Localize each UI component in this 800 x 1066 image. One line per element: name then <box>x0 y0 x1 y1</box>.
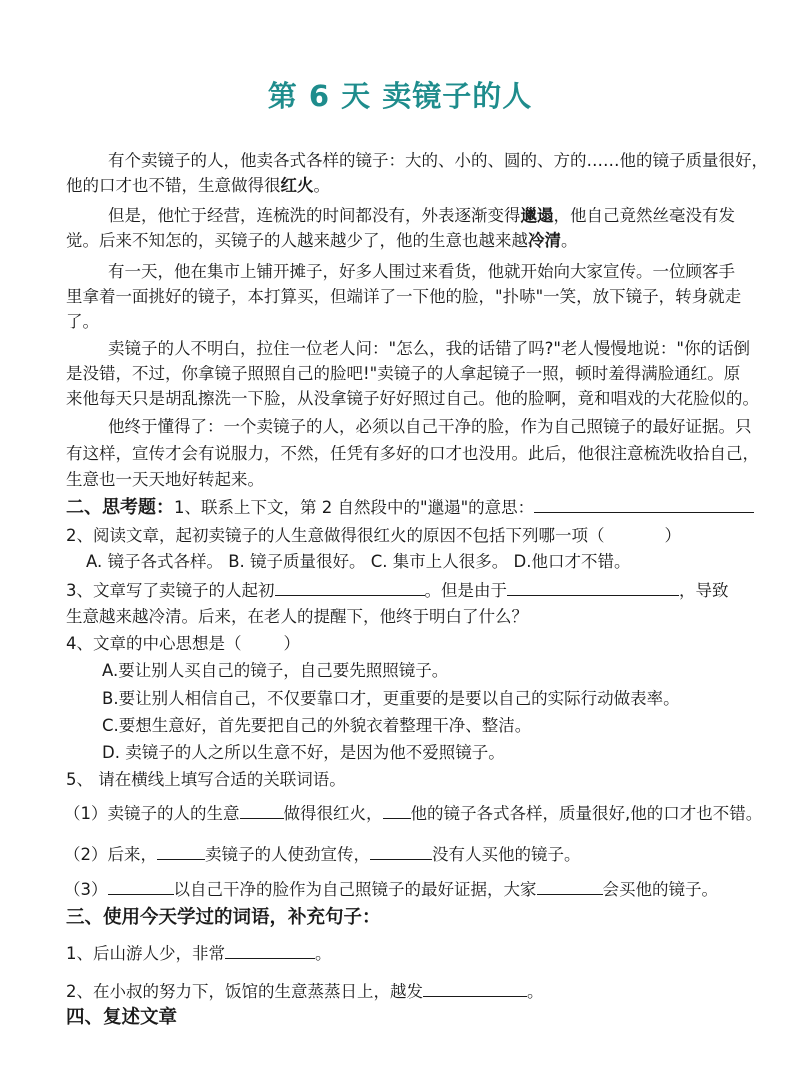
section2-q1-line: 二、思考题：1、联系上下文，第 2 自然段中的"邋遢"的意思： <box>66 493 754 519</box>
q1-answer-blank[interactable] <box>534 496 754 513</box>
q5-2-blank-2[interactable] <box>370 843 432 860</box>
section2-q4: 4、文章的中心思想是（ ） <box>66 634 300 653</box>
story-p4-line1: 卖镜子的人不明白，拉住一位老人问："怎么，我的话错了吗?"老人慢慢地说："你的话倒 <box>108 339 751 358</box>
story-p3-line3: 了。 <box>66 312 99 331</box>
section3-sentence-1: 1、后山游人少，非常 。 <box>66 944 332 963</box>
section2-q3-line2: 生意越来越冷清。后来，在老人的提醒下，他终于明白了什么？ <box>66 607 528 626</box>
story-p1-line2: 他的口才也不错，生意做得很红火。 <box>66 176 330 195</box>
keyword-honghuo: 红火 <box>280 176 314 195</box>
story-p2-line2: 觉。后来不知怎的，买镜子的人越来越少了，他的生意也越来越冷清。 <box>66 231 578 250</box>
q3-blank-1[interactable] <box>275 579 425 596</box>
section4-heading: 四、复述文章 <box>66 1007 178 1028</box>
q3-blank-2[interactable] <box>507 579 679 596</box>
section3-sentence-2: 2、在小叔的努力下，饭馆的生意蒸蒸日上，越发 。 <box>66 982 544 1001</box>
q5-3-blank-1[interactable] <box>108 878 174 895</box>
q5-3-blank-2[interactable] <box>537 878 603 895</box>
keyword-lata: 邋遢 <box>520 206 554 225</box>
story-p3-line1: 有一天，他在集市上铺开摊子，好多人围过来看货，他就开始向大家宣传。一位顾客手 <box>108 262 735 281</box>
section2-heading: 二、思考题： <box>66 497 174 518</box>
section3-heading: 三、使用今天学过的词语，补充句子： <box>66 907 381 928</box>
section2-q3-line1: 3、文章写了卖镜子的人起初 。但是由于 ，导致 <box>66 581 729 600</box>
s2-answer-blank[interactable] <box>423 980 527 997</box>
page-title: 第 6 天 卖镜子的人 <box>267 79 533 113</box>
q5-item-3: （3） 以自己干净的脸作为自己照镜子的最好证据，大家 会买他的镜子。 <box>64 880 718 899</box>
story-p1-line1: 有个卖镜子的人，他卖各式各样的镜子：大的、小的、圆的、方的……他的镜子质量很好， <box>108 151 768 170</box>
q4-option-c: C.要想生意好，首先要把自己的外貌衣着整理干净、整洁。 <box>102 716 532 735</box>
q5-1-blank-1[interactable] <box>240 802 284 819</box>
story-p5-line2: 有这样，宣传才会有说服力，不然，任凭有多好的口才也没用。此后，他很注意梳洗收拾自己， <box>66 444 759 463</box>
story-p4-line3: 来他每天只是胡乱擦洗一下脸，从没拿镜子好好照过自己。他的脸啊，竟和唱戏的大花脸似的。 <box>66 389 759 408</box>
q5-item-1: （1）卖镜子的人的生意 做得很红火， 他的镜子各式各样，质量很好,他的口才也不错。 <box>64 804 763 823</box>
q5-2-blank-1[interactable] <box>157 843 205 860</box>
q4-option-d: D. 卖镜子的人之所以生意不好，是因为他不爱照镜子。 <box>102 743 505 762</box>
q5-1-blank-2[interactable] <box>383 802 411 819</box>
q5-item-2: （2）后来， 卖镜子的人使劲宣传， 没有人买他的镜子。 <box>64 845 581 864</box>
section2-q2: 2、阅读文章，起初卖镜子的人生意做得很红火的原因不包括下列哪一项（ ） <box>66 526 681 545</box>
q4-option-a: A.要让别人买自己的镜子，自己要先照照镜子。 <box>102 661 449 680</box>
story-p3-line2: 里拿着一面挑好的镜子，本打算买，但端详了一下他的脸，"扑哧"一笑，放下镜子，转身就走 <box>66 287 742 306</box>
section2-q5: 5、 请在横线上填写合适的关联词语。 <box>66 770 346 789</box>
section2-q2-options: A. 镜子各式各样。 B. 镜子质量很好。 C. 集市上人很多。 D.他口才不错。 <box>86 552 631 571</box>
story-p2-line1: 但是，他忙于经营，连梳洗的时间都没有，外表逐渐变得邋遢，他自己竟然丝毫没有发 <box>108 206 735 225</box>
keyword-lengqing: 冷清 <box>528 231 561 250</box>
q4-option-b: B.要让别人相信自己，不仅要靠口才，更重要的是要以自己的实际行动做表率。 <box>102 689 680 708</box>
s1-answer-blank[interactable] <box>225 942 315 959</box>
story-p5-line3: 生意也一天天地好转起来。 <box>66 470 264 489</box>
story-p4-line2: 是没错，不过，你拿镜子照照自己的脸吧!"卖镜子的人拿起镜子一照，顿时羞得满脸通红。原 <box>66 364 741 383</box>
story-p5-line1: 他终于懂得了：一个卖镜子的人，必须以自己干净的脸，作为自己照镜子的最好证据。只 <box>108 417 752 436</box>
